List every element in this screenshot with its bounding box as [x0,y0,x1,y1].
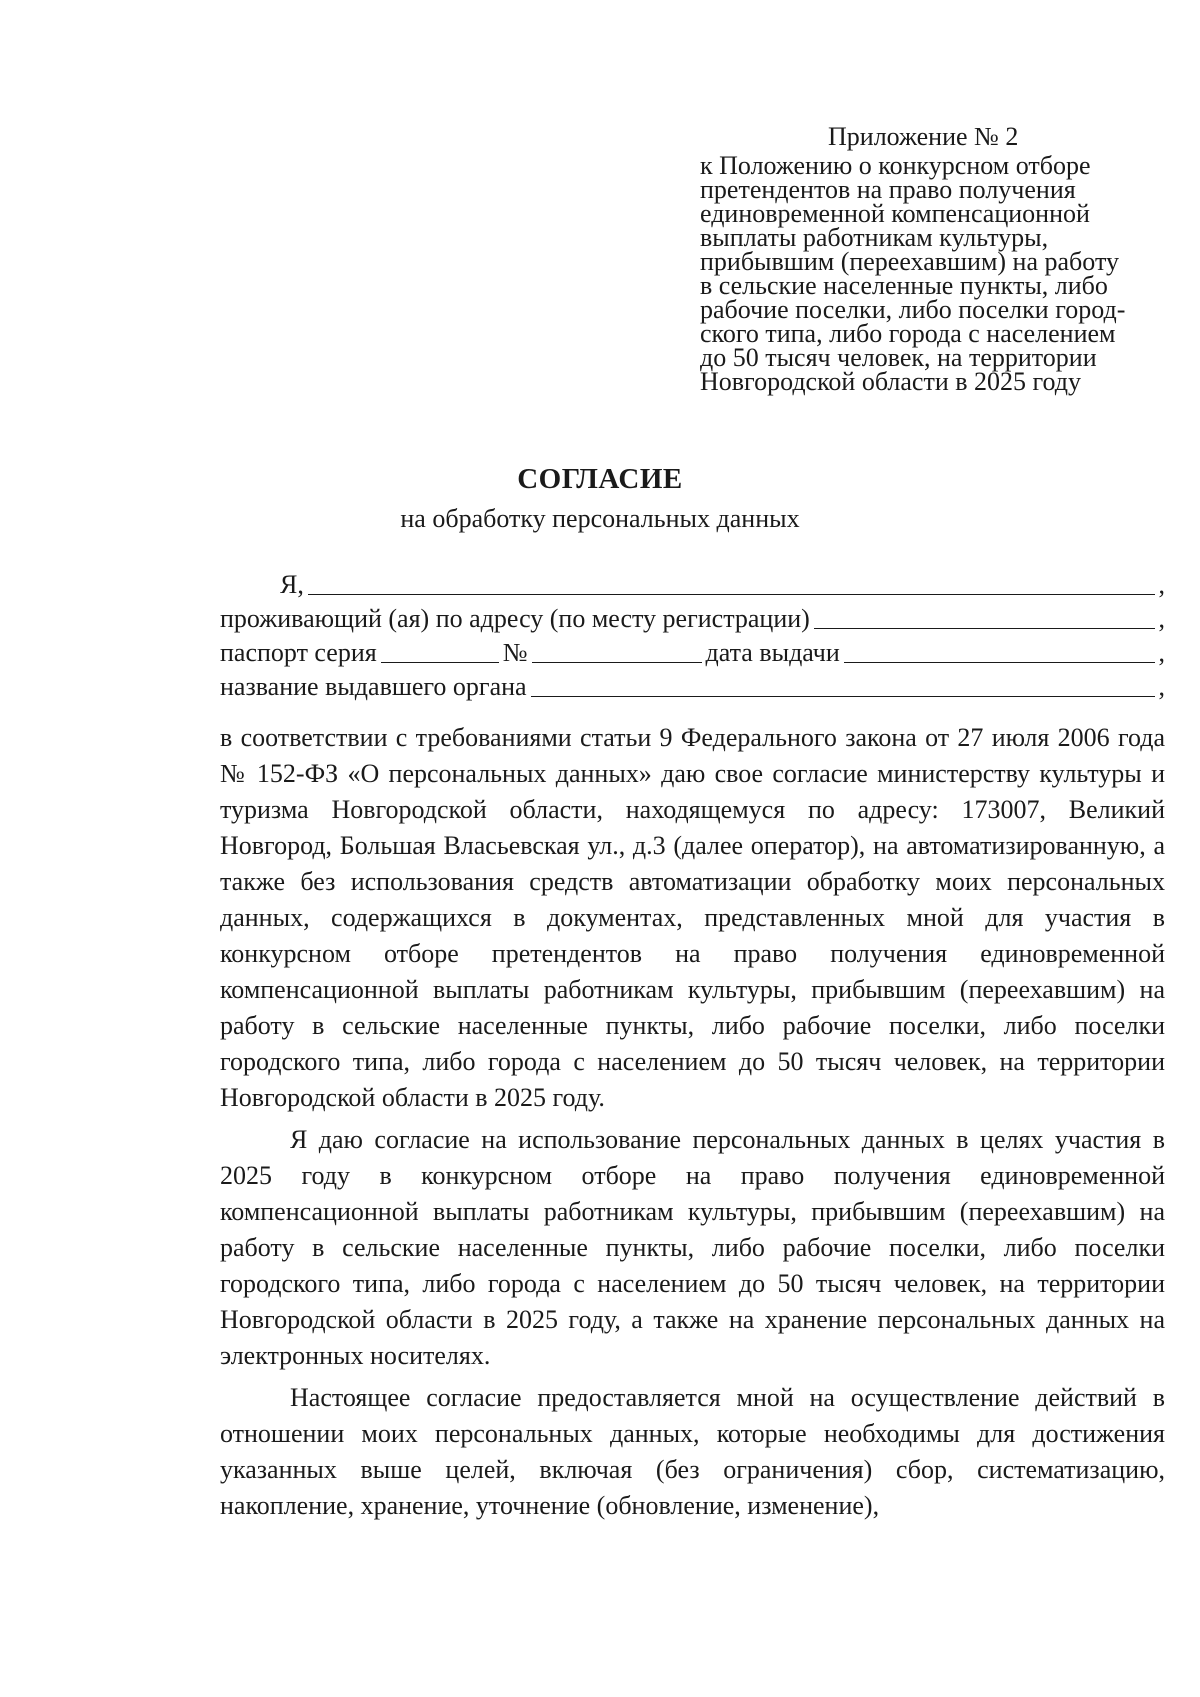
personal-data-form [220,566,1165,702]
passport-number-field[interactable] [532,638,702,663]
appendix-line: выплаты работникам культуры, [700,223,1049,252]
document-subtitle: на обработку персональных данных [400,504,800,533]
full-name-field[interactable] [308,570,1155,595]
appendix-line: до 50 тысяч человек, на территории [700,343,1097,372]
appendix-line: ского типа, либо города с населением [700,319,1116,348]
passport-number-label: № [502,638,528,667]
appendix-line: единовременной компенсационной [700,199,1090,228]
consent-paragraph-2: Я даю согласие на использование персональных данных в целях участия в 2025 году в конкурсном отборе на право получения единовременной компенсационной выплаты работникам культуры, прибывшим (переехавшим) на работу в сельские населенные пункты, либо рабочие поселки, либо поселки городского типа, либо города с населением до 50 тысяч человек, на территории Новгородской области в 2025 году, а также на хранение персональных данных на электронных носителях. [220,1125,1165,1370]
document-title: СОГЛАСИЕ [517,463,683,495]
comma: , [1158,570,1165,599]
appendix-line: рабочие поселки, либо поселки город- [700,295,1126,324]
consent-body [220,720,1165,1524]
ya-label: Я, [280,570,304,599]
comma: , [1158,638,1165,667]
appendix-header [700,120,1160,394]
form-row-issuer [220,668,1165,702]
comma: , [1158,672,1165,701]
appendix-line: к Положению о конкурсном отборе [700,151,1091,180]
appendix-number: Приложение № 2 [828,122,1019,151]
form-row-passport [220,634,1165,668]
appendix-line: Новгородской области в 2025 году [700,367,1081,396]
issuer-field[interactable] [531,672,1155,697]
issue-date-field[interactable] [844,638,1155,663]
address-label: проживающий (ая) по адресу (по месту регистрации) [220,604,810,633]
address-field[interactable] [814,604,1155,629]
appendix-line: прибывшим (переехавшим) на работу [700,247,1119,276]
appendix-line: претендентов на право получения [700,175,1076,204]
passport-series-field[interactable] [381,638,499,663]
passport-series-label: паспорт серия [220,638,377,667]
issue-date-label: дата выдачи [705,638,840,667]
issuer-label: название выдавшего органа [220,672,527,701]
consent-paragraph-3: Настоящее согласие предоставляется мной на осуществление действий в отношении моих персональных данных, которые необходимы для достижения указанных выше целей, включая (без ограничения) сбор, систематизацию, накопление, хранение, уточнение (обновление, изменение), [220,1383,1165,1520]
comma: , [1158,604,1165,633]
consent-paragraph-1: в соответствии с требованиями статьи 9 Федерального закона от 27 июля 2006 года № 152-ФЗ «О персональных данных» даю свое согласие министерству культуры и туризма Новгородской области, находящемуся по адресу: 173007, Великий Новгород, Большая Власьевская ул., д.3 (далее оператор), на автоматизированную, а также без использования средств автоматизации обработку моих персональных данных, содержащихся в документах, представленных мной для участия в конкурсном отборе претендентов на право получения единовременной компенсационной выплаты работникам культуры, прибывшим (переехавшим) на работу в сельские населенные пункты, либо рабочие поселки, либо поселки городского типа, либо города с населением до 50 тысяч человек, на территории Новгородской области в 2025 году. [220,723,1165,1112]
appendix-line: в сельские населенные пункты, либо [700,271,1108,300]
form-row-name [220,566,1165,600]
form-row-address [220,600,1165,634]
